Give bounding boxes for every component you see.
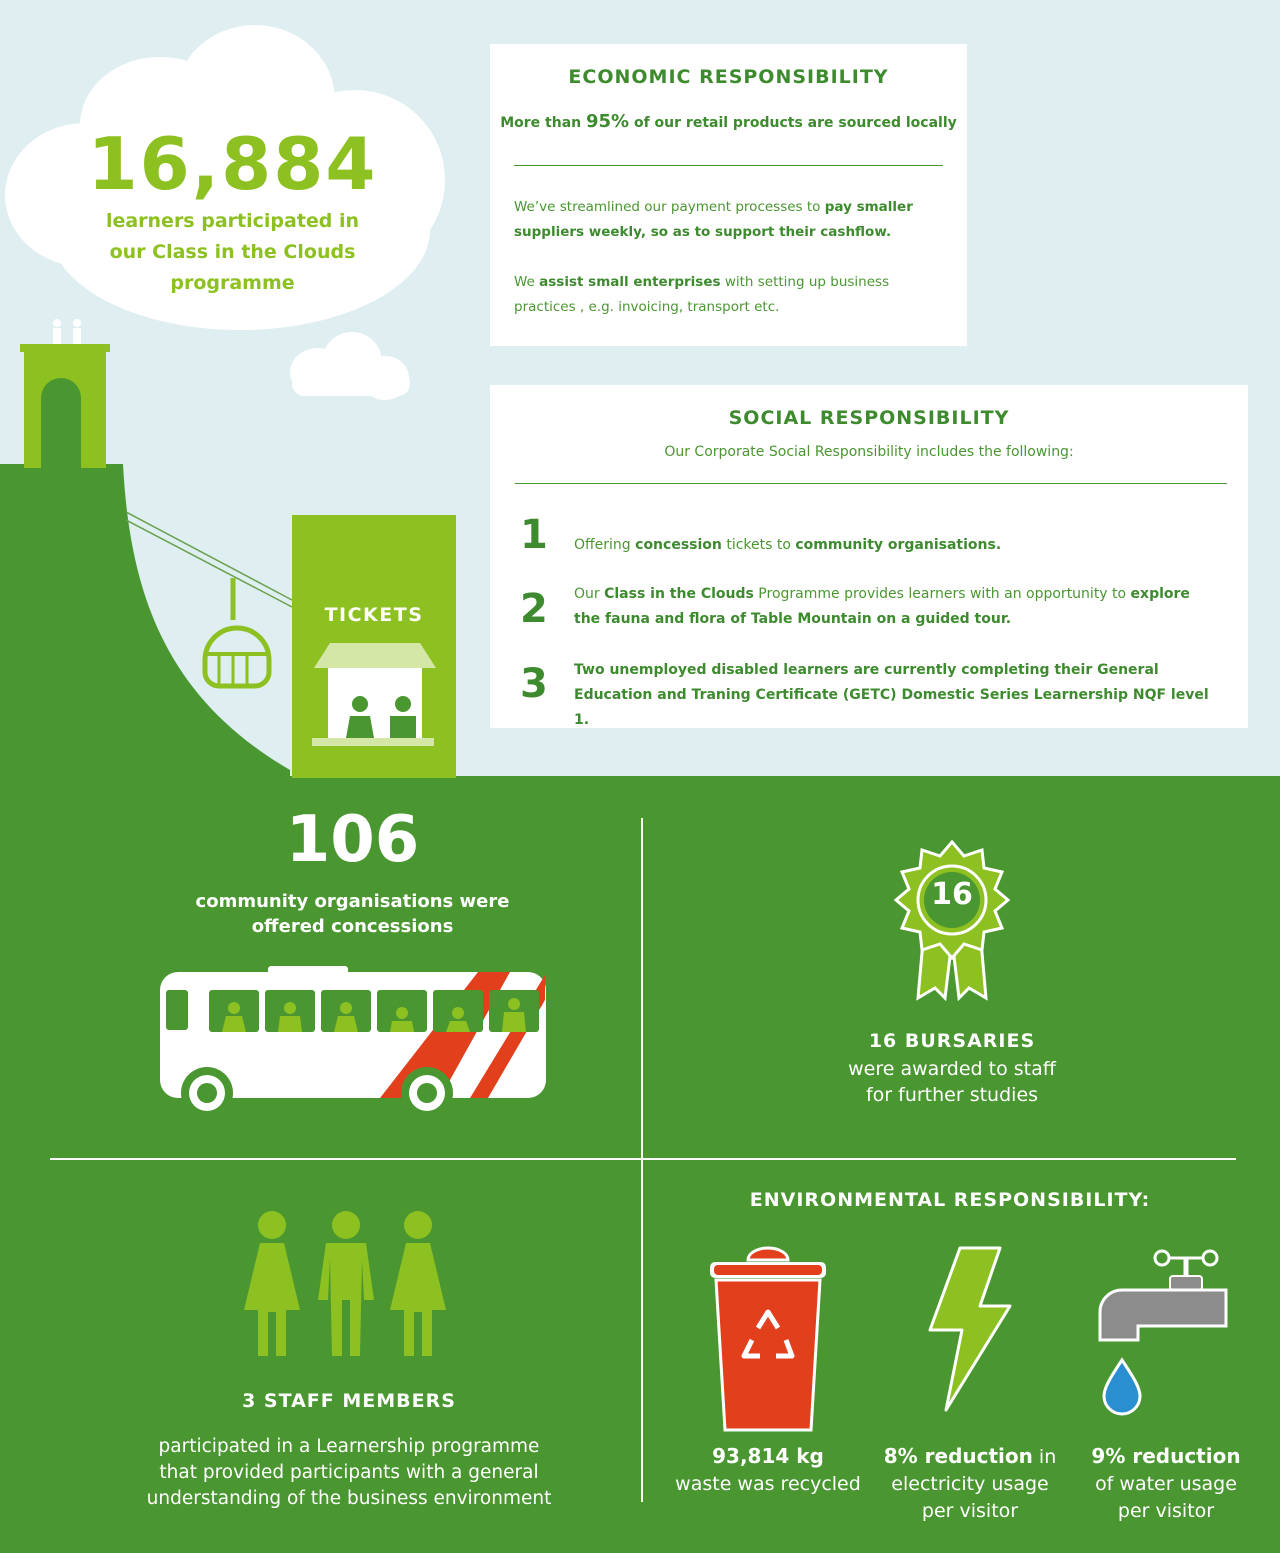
lightning-icon <box>930 1248 1010 1410</box>
water-value: 9% reduction <box>1091 1444 1241 1468</box>
item2-a: Our <box>574 586 605 602</box>
p1-bold: pay smaller suppliers weekly, so as to support their cashflow. <box>514 199 913 240</box>
learners-line-2: our Class in the Clouds <box>109 241 356 263</box>
p1-pre: We’ve streamlined our payment processes to <box>514 199 825 215</box>
item2-b: Class in the Clouds <box>604 586 754 602</box>
staff-line-2: that provided participants with a general <box>159 1462 539 1483</box>
social-divider <box>515 483 1227 484</box>
item1-a: Offering <box>574 537 636 553</box>
water-label-1: of water usage <box>1095 1473 1237 1495</box>
water-label-2: per visitor <box>1117 1500 1215 1522</box>
community-count: 106 <box>285 803 420 877</box>
waste-stat <box>668 1443 868 1498</box>
electricity-in: in <box>1032 1446 1057 1468</box>
lead-pre: More than <box>500 115 586 131</box>
social-item-1 <box>574 533 1214 558</box>
mountain <box>0 464 290 780</box>
learners-description <box>90 206 375 299</box>
bus <box>160 966 546 1119</box>
p2-bold: assist small enterprises <box>539 274 721 290</box>
item1-c: tickets to <box>721 537 796 553</box>
item-number-2: 2 <box>520 586 548 632</box>
item1-b: concession <box>635 537 722 553</box>
p2-pre: We <box>514 274 540 290</box>
top-station <box>20 319 110 468</box>
item1-d: community organisations. <box>795 537 1002 553</box>
lead-value: 95% <box>586 111 630 132</box>
staff-title: 3 STAFF MEMBERS <box>242 1390 456 1412</box>
water-stat <box>1076 1443 1256 1525</box>
bursaries-description <box>790 1056 1114 1108</box>
community-line-2: offered concessions <box>251 916 454 937</box>
learners-count: 16,884 <box>87 122 378 206</box>
economic-paragraph-2 <box>514 270 954 320</box>
social-subtitle: Our Corporate Social Responsibility includes the following: <box>664 444 1074 460</box>
community-line-1: community organisations were <box>195 891 510 912</box>
bursaries-title: 16 BURSARIES <box>868 1030 1036 1052</box>
recycle-bin-icon <box>710 1248 826 1430</box>
waste-value: 93,814 kg <box>712 1444 824 1468</box>
electricity-stat <box>872 1443 1068 1525</box>
community-description <box>150 889 555 939</box>
staff-figures-icon <box>244 1211 446 1356</box>
economic-title: ECONOMIC RESPONSIBILITY <box>568 66 889 88</box>
social-title: SOCIAL RESPONSIBILITY <box>728 407 1010 429</box>
cloud-small <box>290 332 410 400</box>
item-number-1: 1 <box>520 512 548 558</box>
item2-d: explore the fauna and flora of Table Mountain on a guided tour. <box>574 586 1190 627</box>
electricity-value: 8% reduction <box>883 1444 1033 1468</box>
cable-car <box>205 578 269 686</box>
staff-description <box>140 1434 558 1512</box>
waste-label: waste was recycled <box>675 1473 861 1495</box>
bursaries-line-1: were awarded to staff <box>848 1058 1056 1080</box>
learners-line-3: programme <box>170 272 295 294</box>
water-tap-icon <box>1100 1251 1226 1414</box>
rosette-number: 16 <box>931 877 973 912</box>
staff-line-1: participated in a Learnership programme <box>158 1436 540 1457</box>
environmental-title: ENVIRONMENTAL RESPONSIBILITY: <box>749 1189 1151 1211</box>
item2-c: Programme provides learners with an opportunity to <box>753 586 1131 602</box>
economic-divider <box>514 165 943 166</box>
ticket-booth <box>292 515 456 778</box>
horizontal-divider <box>50 1158 1236 1160</box>
rosette-icon <box>896 842 1008 998</box>
item3-b: Two unemployed disabled learners are currently completing their General Education and Traning Certificate (GETC) Domestic Series Learnership NQF level 1. <box>574 662 1209 728</box>
social-item-3 <box>574 658 1214 733</box>
electricity-label-2: per visitor <box>921 1500 1019 1522</box>
bursaries-line-2: for further studies <box>865 1084 1039 1106</box>
economic-paragraph-1 <box>514 195 954 245</box>
economic-card <box>490 44 967 346</box>
electricity-label-1: electricity usage <box>891 1473 1049 1495</box>
learners-line-1: learners participated in <box>105 210 360 232</box>
staff-line-3: understanding of the business environment <box>146 1488 552 1509</box>
tickets-sign: TICKETS <box>324 604 424 626</box>
p2-post: with setting up business practices , e.g. invoicing, transport etc. <box>514 274 890 315</box>
social-card <box>490 385 1248 728</box>
social-item-2 <box>574 582 1214 632</box>
lead-post: of our retail products are sourced locally <box>629 115 957 131</box>
vertical-divider <box>641 818 643 1502</box>
item-number-3: 3 <box>520 661 548 707</box>
economic-lead <box>490 111 967 132</box>
